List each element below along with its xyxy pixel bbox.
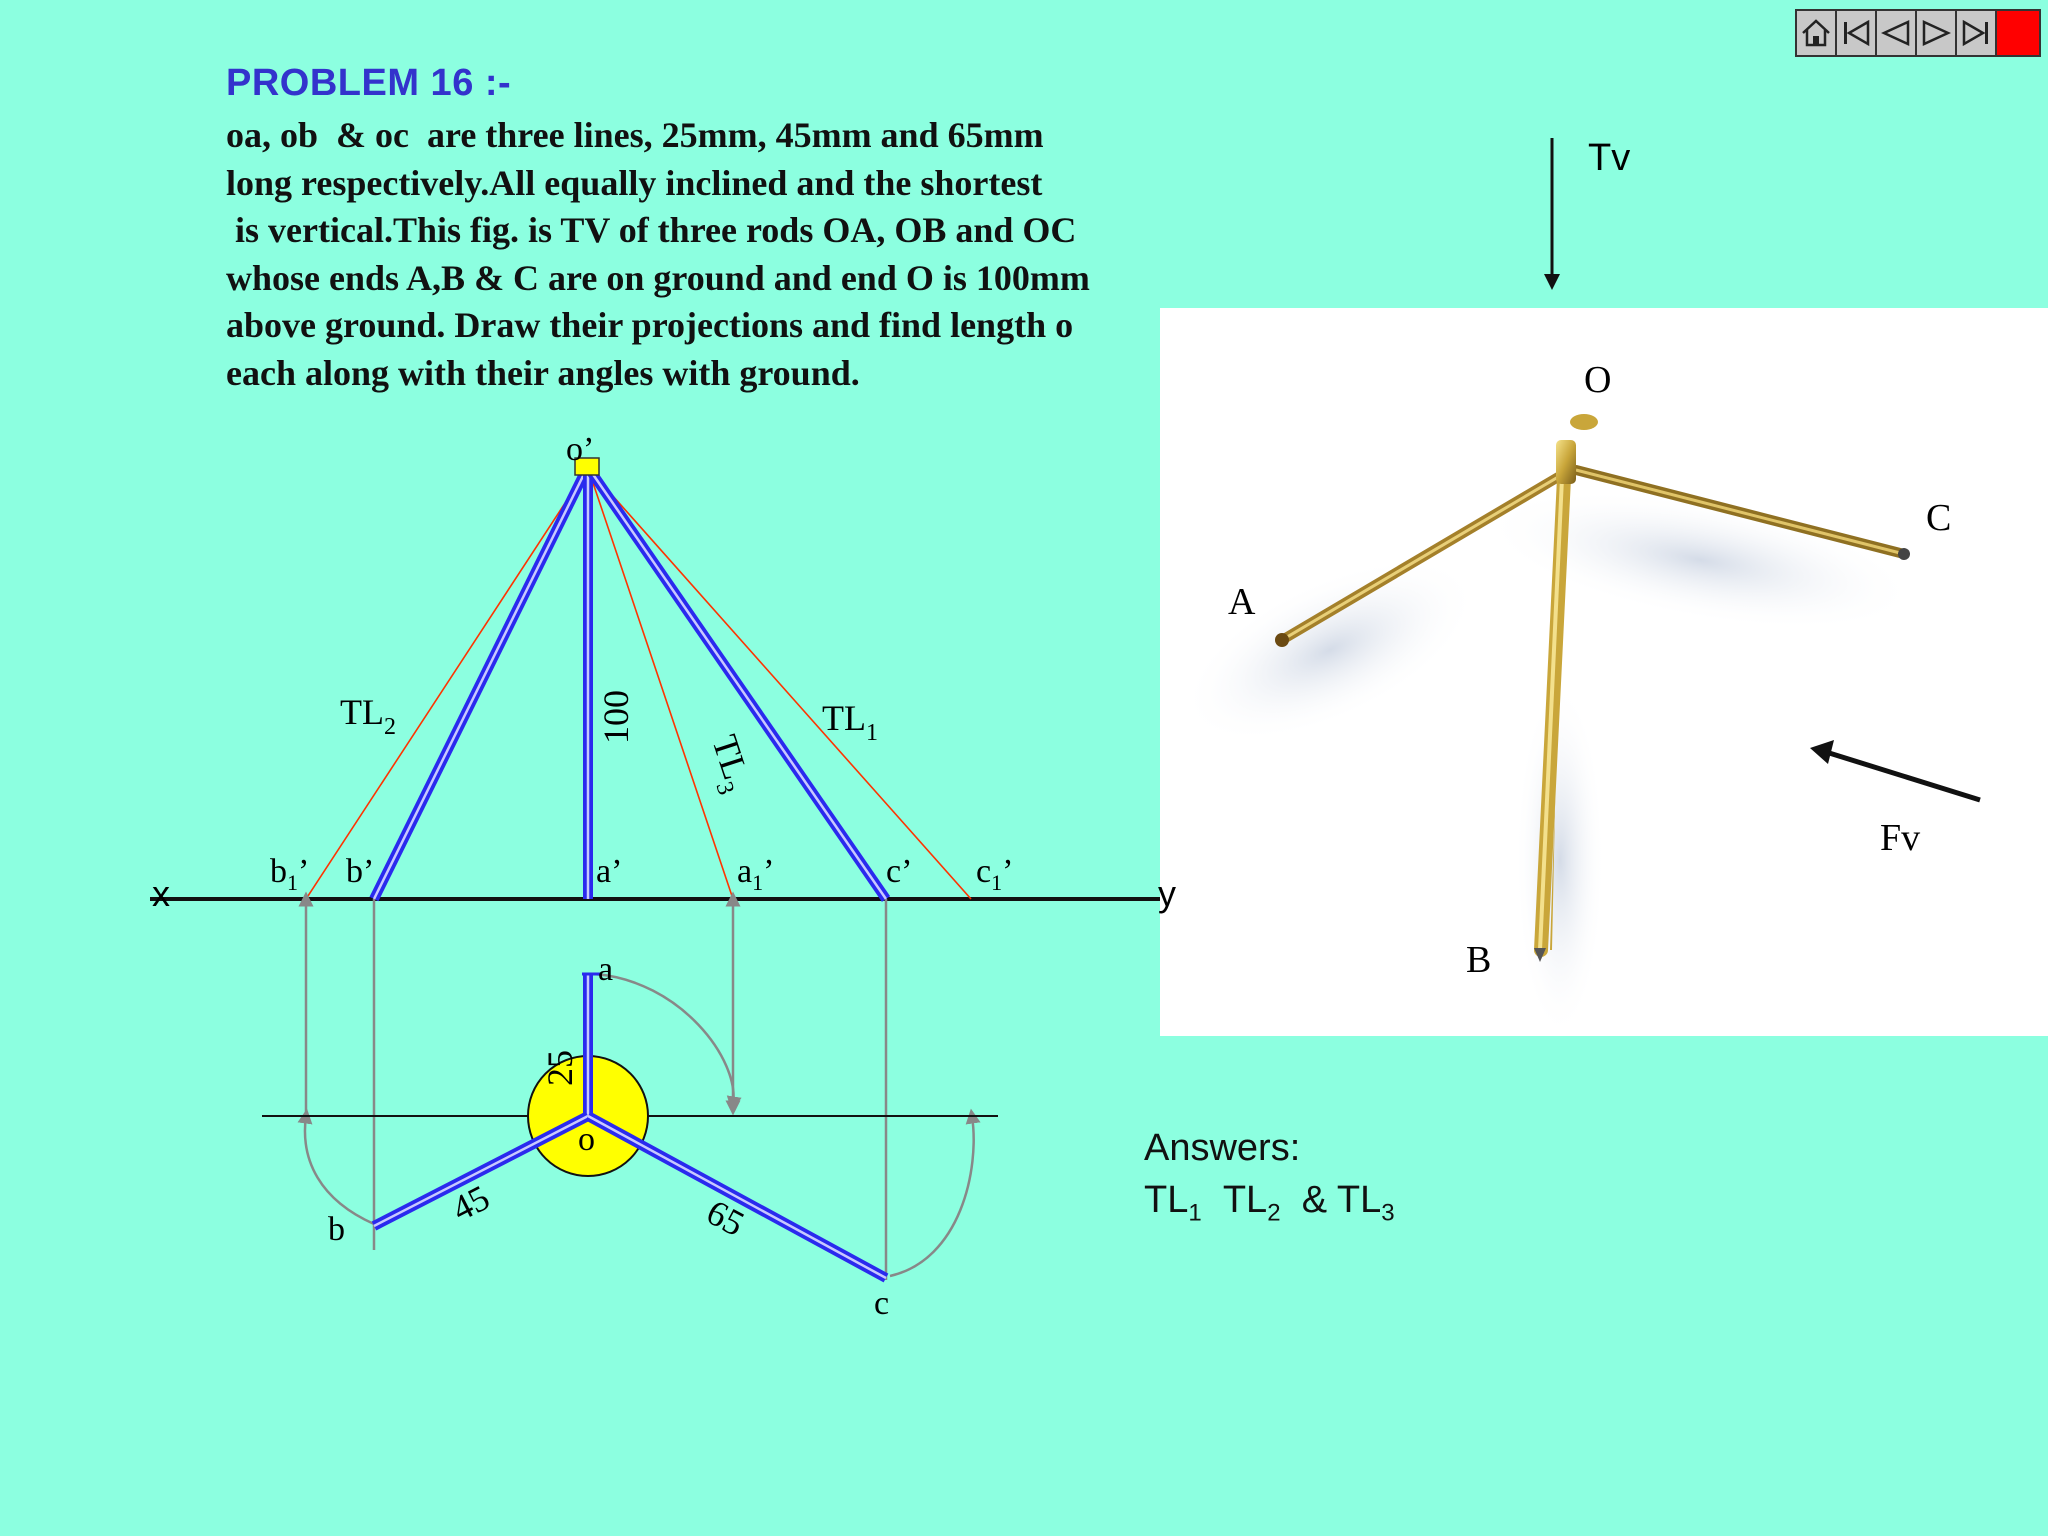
label-a: a xyxy=(598,951,614,988)
answers-values: $TL_1$ $TL_2$ & $TL_3$ xyxy=(1144,1179,1395,1227)
label-c1-prime: $c_1$’ xyxy=(976,853,1014,895)
front-view xyxy=(150,431,1176,914)
true-length-line-tl3 xyxy=(588,468,733,899)
label-a-prime: a’ xyxy=(596,853,623,890)
problem-line: whose ends A,B & C are on ground and end O is 100mm xyxy=(226,257,1090,298)
label-a1-prime: $a_1$’ xyxy=(737,853,775,895)
tv-direction-arrow xyxy=(1544,138,1560,290)
dimension-oc: 65 xyxy=(700,1191,751,1244)
label-c-prime: c’ xyxy=(886,853,913,890)
photo-label-b: B xyxy=(1466,939,1492,981)
photo-label-c: C xyxy=(1926,497,1952,539)
label-b1-prime: $b_1$’ xyxy=(270,853,310,895)
top-rod-oc xyxy=(588,1116,886,1278)
dimension-oa: 25 xyxy=(540,1050,580,1086)
problem-line: long respectively.All equally inclined and the shortest xyxy=(226,162,1043,203)
true-length-line-tl1 xyxy=(588,468,971,899)
tripod-hub xyxy=(1556,440,1576,484)
tv-label: Tv xyxy=(1588,137,1631,179)
height-dimension-label: 100 xyxy=(596,690,636,744)
label-tl3: $TL_3$ xyxy=(704,730,757,799)
front-rod-oc xyxy=(590,470,886,899)
problem-line: is vertical.This fig. is TV of three rods OA, OB and OC xyxy=(226,210,1077,250)
fv-label: Fv xyxy=(1880,817,1921,859)
photo-label-a: A xyxy=(1228,581,1256,623)
top-view xyxy=(262,951,998,1322)
label-o: o xyxy=(578,1121,595,1158)
front-rod-ob xyxy=(374,470,586,899)
problem-line: oa, ob & oc are three lines, 25mm, 45mm and 65mm xyxy=(226,115,1044,155)
label-o-prime: o’ xyxy=(566,431,595,468)
label-y: y xyxy=(1158,873,1176,914)
problem-line: each along with their angles with ground. xyxy=(226,352,860,393)
label-x: x xyxy=(152,873,170,914)
problem-line: above ground. Draw their projections and find length o xyxy=(226,305,1074,345)
tripod-knob xyxy=(1570,414,1598,430)
photo-label-o: O xyxy=(1584,359,1612,401)
label-tl1: $TL_1$ xyxy=(822,698,878,746)
label-c: c xyxy=(874,1285,890,1322)
label-b: b xyxy=(328,1211,345,1248)
label-b-prime: b’ xyxy=(346,853,375,890)
label-tl2: $TL_2$ xyxy=(340,692,396,740)
dimension-ob: 45 xyxy=(445,1177,496,1230)
tripod-illustration xyxy=(1155,359,1951,1040)
answers-heading: Answers: xyxy=(1144,1127,1301,1169)
problem-title: PROBLEM 16 :- xyxy=(226,62,512,104)
true-length-line-tl2 xyxy=(306,468,588,899)
answers-box xyxy=(1144,1122,1395,1240)
fv-direction-arrow xyxy=(1810,740,1980,800)
